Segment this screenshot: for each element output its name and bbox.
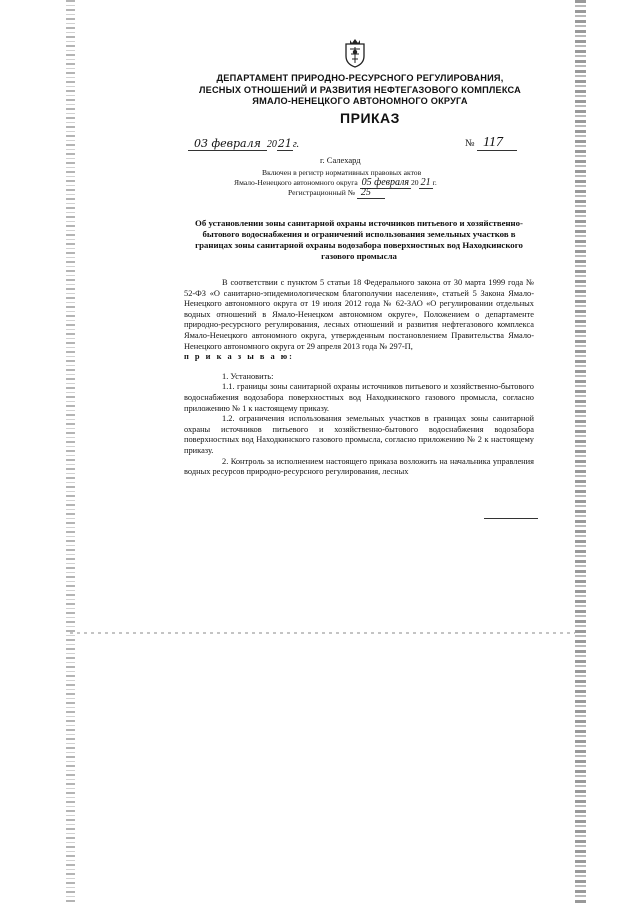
registration-region: Ямало-Ненецкого автономного округа [234, 178, 358, 187]
registration-line-1: Включен в регистр нормативных правовых актов [262, 168, 422, 177]
item-2: 2. Контроль за исполнением настоящего приказа возложить на начальника управления водных ресурсов природно-ресурсного регулирования, лесных [184, 456, 534, 477]
year-label: г. [292, 139, 300, 150]
registration-stamp [234, 168, 504, 198]
handwritten-year: 21 [277, 137, 292, 150]
scan-bottom-edge [70, 632, 575, 634]
item-1: 1. Установить: [222, 371, 274, 381]
signature-rule [484, 518, 538, 519]
registration-year-prefix: 20 [411, 178, 419, 187]
registration-number: 25 [357, 187, 385, 199]
order-number [465, 135, 517, 151]
year-prefix: 20 [266, 139, 277, 150]
registration-year: 21 [420, 177, 431, 188]
handwritten-date: 03 февраля [188, 137, 267, 151]
department-name [170, 73, 550, 108]
department-line-1: ДЕПАРТАМЕНТ ПРИРОДНО-РЕСУРСНОГО РЕГУЛИРОВАНИЯ, [216, 73, 504, 83]
item-1-1: 1.1. границы зоны санитарной охраны источников питьевого и хозяйственно-бытового водоснабжения водозабора поверхностных вод Находкинского газового промысла, согласно приложению № 1 к настоящему приказу. [184, 382, 534, 413]
coat-of-arms-icon [342, 36, 368, 68]
order-date [188, 137, 299, 150]
registration-line-3 [234, 188, 504, 198]
orders-word: п р и к а з ы в а ю: [184, 352, 294, 362]
registration-number-label: Регистрационный № [288, 188, 355, 197]
department-line-2: ЛЕСНЫХ ОТНОШЕНИЙ И РАЗВИТИЯ НЕФТЕГАЗОВОГО КОМПЛЕКСА [199, 84, 521, 95]
intro-paragraph: В соответствии с пунктом 5 статьи 18 Федерального закона от 30 марта 1999 года № 52-ФЗ «О санитарно-эпидемиологическом благополучии населения», статьей 5 Закона Ямало-Ненецкого автономного округа от 19 июля 2012 года № 62-ЗАО «О регулировании отдельных водных отношений в Ямало-Ненецком автономном округе», Положением о департаменте природно-ресурсного регулирования, лесных отношений и развития нефтегазового комплекса Ямало-Ненецкого автономного округа, утвержденным постановлением Правительства Ямало-Ненецкого автономного округа от 29 апреля 2013 года № 297-П, [184, 278, 534, 351]
scan-left-edge [66, 0, 75, 905]
number-label: № [465, 138, 475, 149]
handwritten-number: 117 [477, 135, 517, 151]
registration-year-label: г. [432, 178, 437, 187]
city: г. Салехард [320, 155, 361, 165]
doc-title: ПРИКАЗ [340, 110, 400, 126]
item-1-2: 1.2. ограничения использования земельных участков в границах зоны санитарной охраны источников питьевого и хозяйственно-бытового водоснабжения водозабора поверхностных вод Находкинского газового промысла, согласно приложению № 2 к настоящему приказу. [184, 414, 534, 455]
scan-right-edge [575, 0, 586, 905]
registration-date: 05 февраля [361, 177, 409, 188]
order-subject: Об установлении зоны санитарной охраны источников питьевого и хозяйственно-бытового водоснабжения и ограничений использования земельных участков в границах зоны санитарной охраны водозабора поверхностных вод Находкинского газового промысла [195, 218, 523, 261]
order-body [184, 278, 534, 478]
department-line-3: ЯМАЛО-НЕНЕЦКОГО АВТОНОМНОГО ОКРУГА [252, 96, 468, 106]
